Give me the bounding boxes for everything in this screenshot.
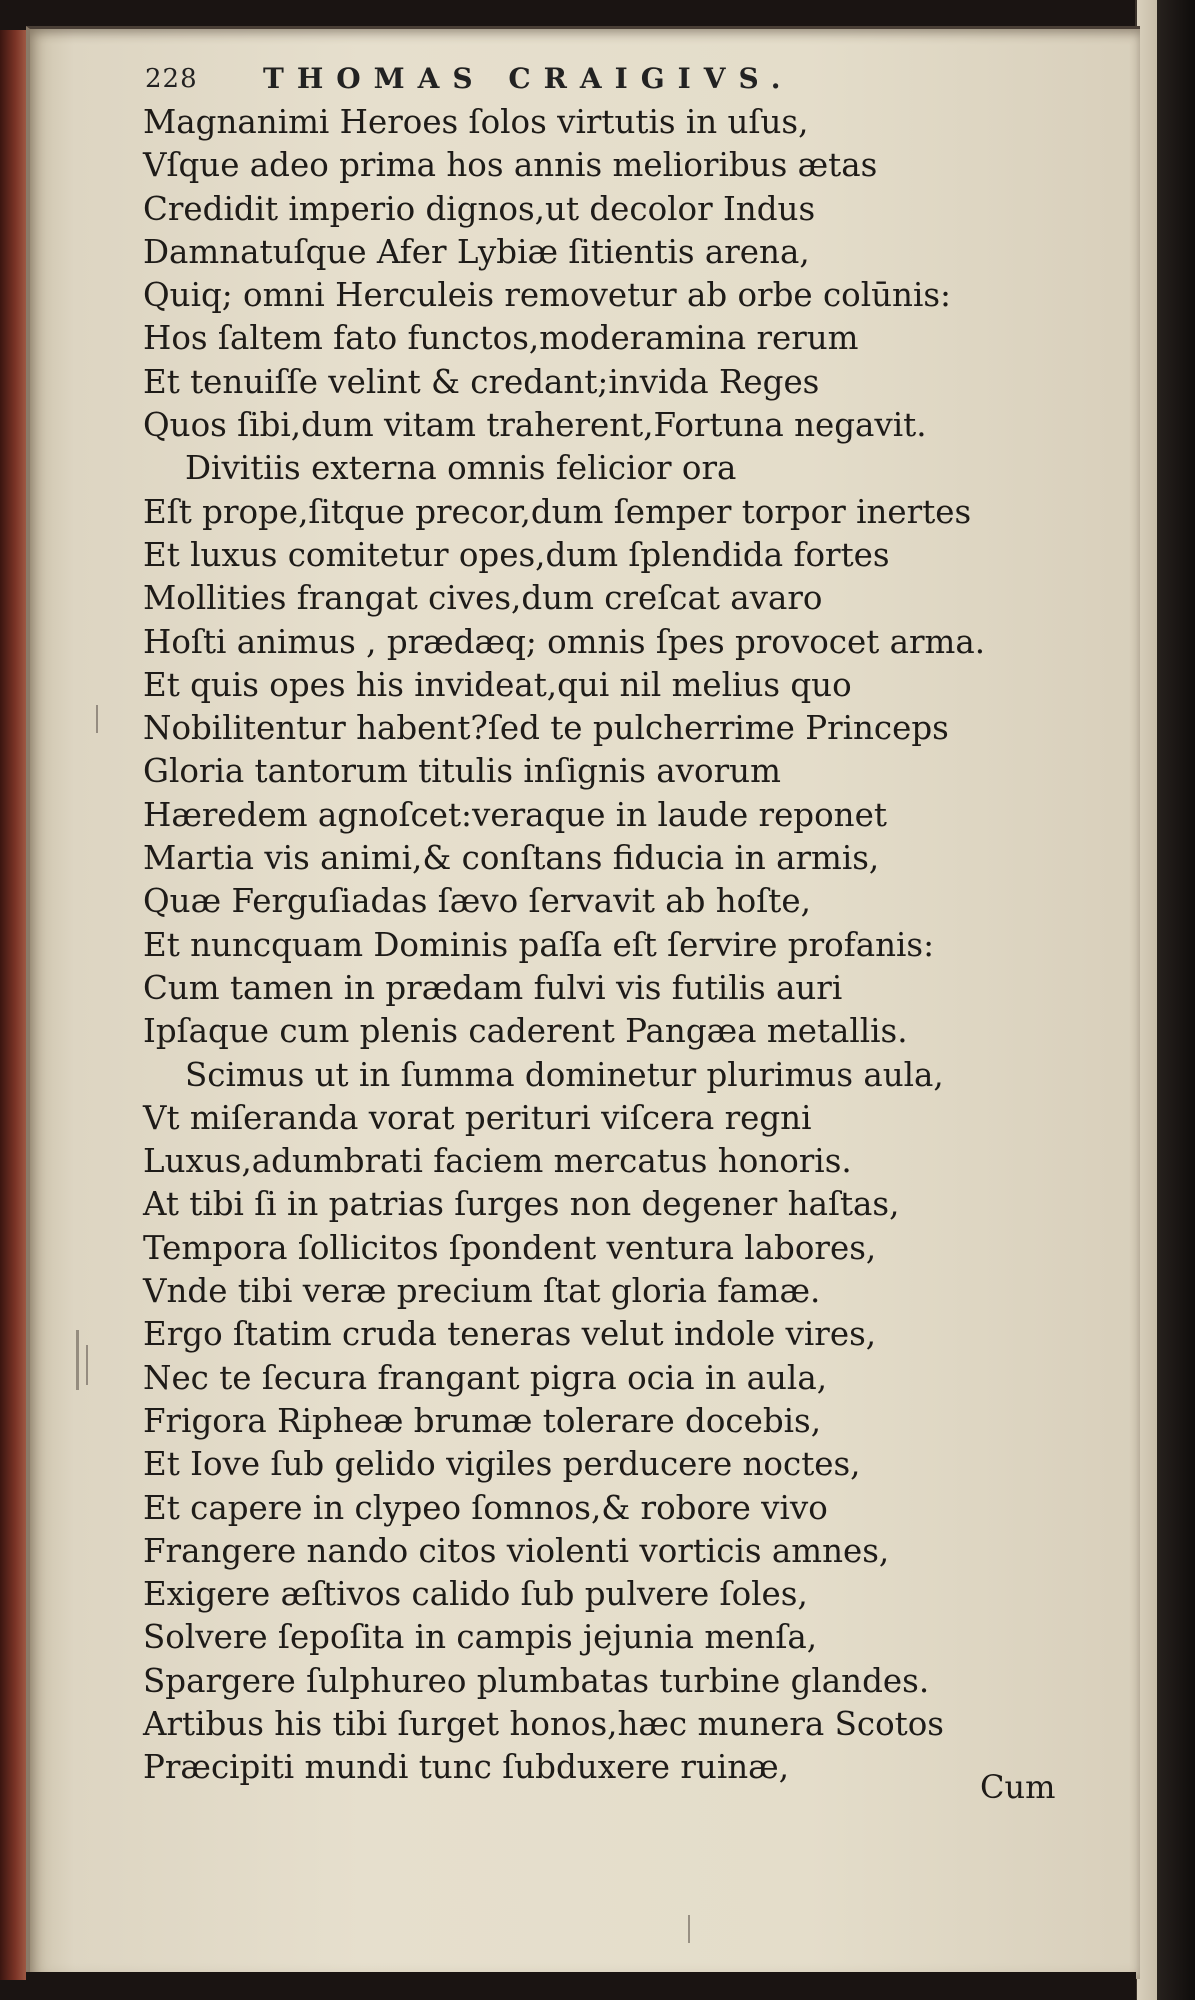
verse-line: Gloria tantorum titulis inſignis avorum <box>143 752 781 791</box>
verse-line: Hoſti animus , prædæq; omnis ſpes provocet arma. <box>143 622 986 661</box>
verse-line: Spargere ſulphureo plumbatas turbine glandes. <box>143 1661 930 1700</box>
background-right <box>1153 0 1195 2000</box>
verse-line: At tibi ſi in patrias ſurges non degener haſtas, <box>143 1185 900 1224</box>
verse-line: Magnanimi Heroes ſolos virtutis in uſus, <box>143 103 809 141</box>
verse-line: Mollities frangat cives,dum creſcat avaro <box>143 579 823 618</box>
verse-line: Et luxus comitetur opes,dum ſplendida fortes <box>143 535 890 574</box>
running-head: THOMAS CRAIGIVS. <box>263 62 794 95</box>
verse-line: Et tenuiſſe velint & credant;invida Reges <box>143 362 820 401</box>
verse-line: Et quis opes his invideat,qui nil melius quo <box>143 665 852 704</box>
background-bottom <box>26 1972 1136 2000</box>
verse-line: Tempora ſollicitos ſpondent ventura labores, <box>143 1228 877 1267</box>
verse-line: Quiq; omni Herculeis removetur ab orbe colūnis: <box>143 276 952 315</box>
verse-line: Frangere nando citos violenti vorticis amnes, <box>143 1531 890 1570</box>
verse-line: Eſt prope,ſitque precor,dum ſemper torpor inertes <box>143 492 972 531</box>
verse-text <box>143 101 1093 1790</box>
margin-mark <box>688 1915 690 1943</box>
verse-line: Frigora Ripheæ brumæ tolerare docebis, <box>143 1401 822 1440</box>
verse-line: Hos ſaltem fato functos,moderamina rerum <box>143 319 859 358</box>
verse-line: Ergo ſtatim cruda teneras velut indole vires, <box>143 1315 877 1354</box>
page-number: 228 <box>145 64 198 94</box>
verse-line: Hæredem agnoſcet:veraque in laude reponet <box>143 795 887 834</box>
verse-line: Scimus ut in ſumma dominetur plurimus aula, <box>185 1055 944 1094</box>
verse-line: Præcipiti mundi tunc ſubduxere ruinæ, <box>143 1748 790 1787</box>
verse-line: Quæ Ferguſiadas ſævo ſervavit ab hoſte, <box>143 882 811 921</box>
page-header <box>113 50 1068 98</box>
verse-line: Solvere ſepoſita in campis jejunia menſa, <box>143 1618 818 1657</box>
verse-line: Et nuncquam Dominis paſſa eſt ſervire profanis: <box>143 925 935 964</box>
verse-line: Et Iove ſub gelido vigiles perducere noctes, <box>143 1445 861 1484</box>
verse-line: Exigere æſtivos calido ſub pulvere ſoles, <box>143 1575 808 1614</box>
verse-line: Martia vis animi,& conſtans fiducia in armis, <box>143 839 880 878</box>
verse-line: Credidit imperio dignos,ut decolor Indus <box>143 189 816 228</box>
verse-line: Ipſaque cum plenis caderent Pangæa metallis. <box>143 1012 908 1051</box>
catchword: Cum <box>980 1768 1056 1806</box>
margin-mark <box>86 1345 88 1385</box>
verse-line: Artibus his tibi ſurget honos,hæc munera Scotos <box>143 1704 944 1743</box>
verse-line: Quos ſibi,dum vitam traherent,Fortuna negavit. <box>143 406 927 445</box>
verse-line: Vnde tibi veræ precium ſtat gloria famæ. <box>143 1272 821 1311</box>
verse-line: Nec te ſecura frangant pigra ocia in aula, <box>143 1358 828 1397</box>
margin-mark <box>96 705 98 733</box>
verse-line: Vt miſeranda vorat perituri viſcera regni <box>143 1098 812 1137</box>
verse-line: Et capere in clypeo ſomnos,& robore vivo <box>143 1488 828 1527</box>
verse-line: Luxus,adumbrati faciem mercatus honoris. <box>143 1142 852 1181</box>
verse-line: Vſque adeo prima hos annis melioribus ætas <box>143 146 878 185</box>
verse-line: Nobilitentur habent?ſed te pulcherrime Princeps <box>143 709 949 748</box>
verse-line: Divitiis externa omnis felicior ora <box>185 449 737 488</box>
margin-mark <box>76 1330 79 1390</box>
verse-line: Damnatuſque Afer Lybiæ ſitientis arena, <box>143 232 810 271</box>
verse-line: Cum tamen in prædam fulvi vis futilis auri <box>143 968 843 1007</box>
